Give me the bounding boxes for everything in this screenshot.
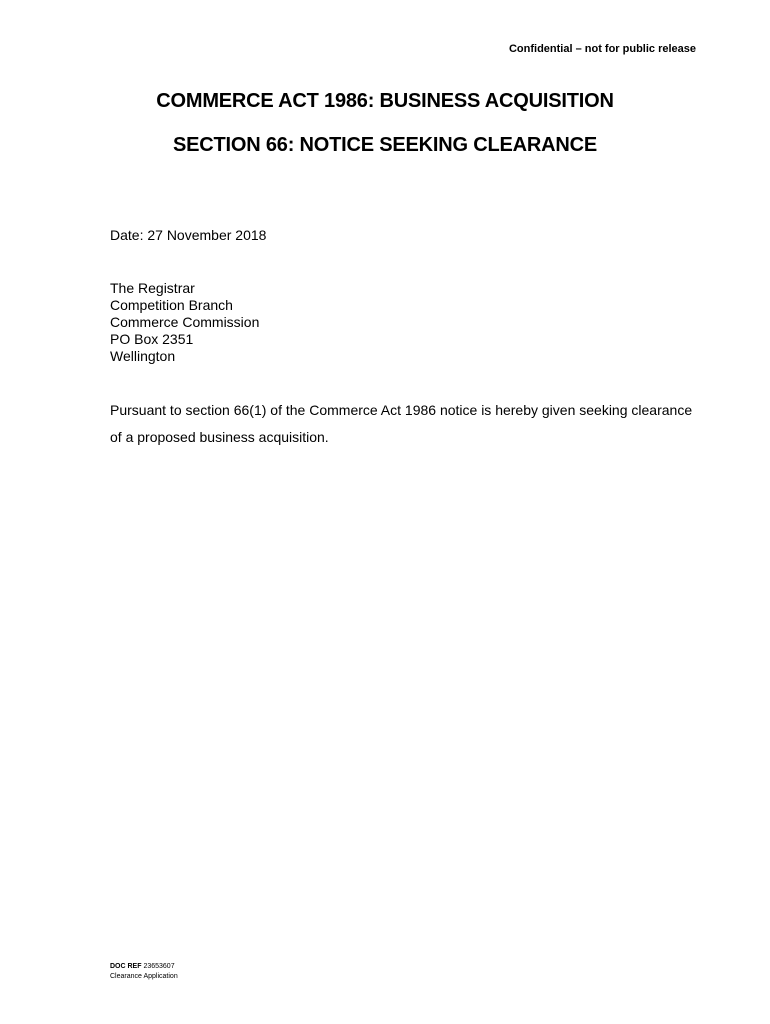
doc-ref-number: 23653607 — [143, 963, 175, 970]
address-line: Wellington — [110, 348, 176, 364]
document-title: COMMERCE ACT 1986: BUSINESS ACQUISITION — [156, 90, 614, 112]
address-line: Competition Branch — [110, 297, 233, 313]
recipient-address — [110, 280, 259, 365]
date-line: Date: 27 November 2018 — [110, 227, 267, 243]
confidential-notice: Confidential – not for public release — [508, 43, 696, 55]
document-subtitle: SECTION 66: NOTICE SEEKING CLEARANCE — [173, 134, 597, 156]
notice-paragraph: Pursuant to section 66(1) of the Commerce Act 1986 notice is hereby given seeking clearance of a proposed business acquisition. — [110, 402, 693, 445]
doc-ref-label: DOC REF — [110, 963, 142, 970]
doc-ref-line — [110, 962, 178, 972]
address-line: PO Box 2351 — [110, 331, 194, 347]
doc-name: Clearance Application — [110, 973, 178, 980]
address-line: Commerce Commission — [110, 314, 260, 330]
footer — [110, 962, 178, 982]
address-line: The Registrar — [110, 280, 195, 296]
